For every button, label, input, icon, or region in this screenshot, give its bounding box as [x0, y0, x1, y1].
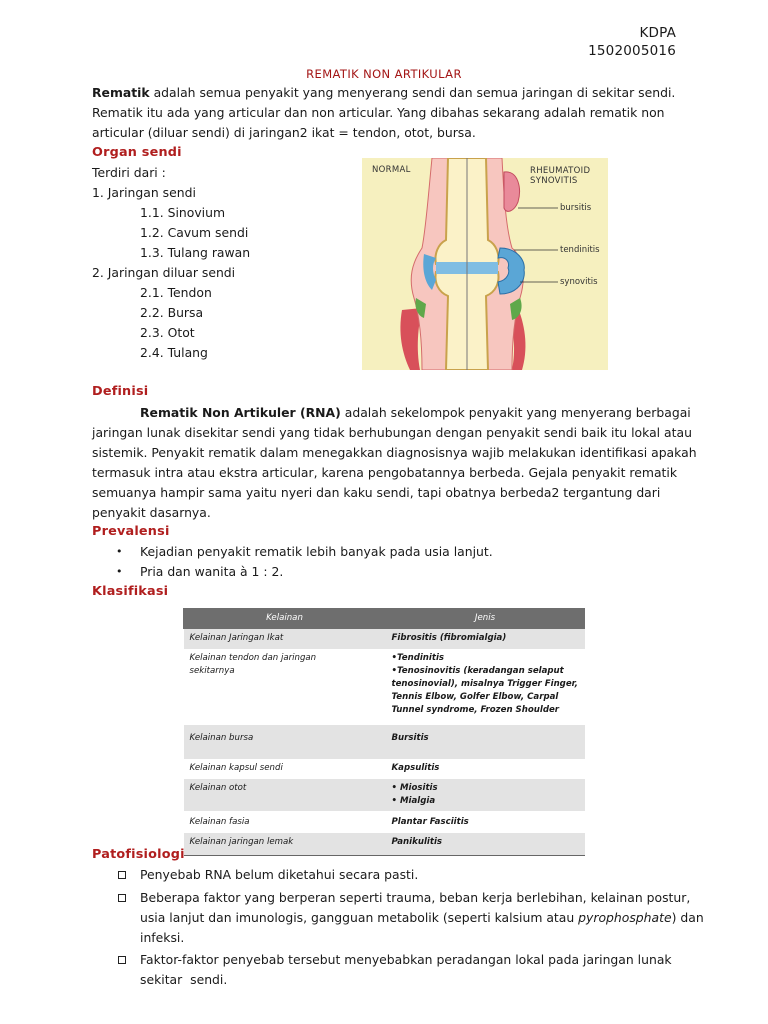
figure-label-normal: NORMAL — [372, 165, 411, 175]
bullet-icon: • — [116, 565, 123, 578]
table-row — [184, 779, 585, 811]
patofisiologi-item-2-line-3: infeksi. — [140, 930, 185, 945]
section-heading-patofisiologi: Patofisiologi — [92, 847, 185, 862]
checkbox-bullet-icon — [118, 894, 126, 902]
column-header-kelainan: Kelainan — [184, 609, 386, 629]
cell-kelainan: Kelainan otot — [184, 779, 386, 811]
organ-item: 1.1. Sinovium — [140, 205, 226, 220]
cell-jenis: Bursitis — [386, 725, 585, 759]
cell-jenis: •Tendinitis •Tenosinovitis (keradangan selaput tenosinovial), misalnya Trigger Finger, Tennis Elbow, Golfer Elbow, Carpal Tunnel syndrome, Frozen Shoulder — [391, 653, 578, 715]
figure-label-synovitis: synovitis — [560, 277, 598, 287]
cell-kelainan: Kelainan kapsul sendi — [189, 763, 283, 773]
organ-intro: Terdiri dari : — [92, 165, 166, 180]
section-heading-klasifikasi: Klasifikasi — [92, 584, 169, 599]
figure-label-tendinitis: tendinitis — [560, 245, 600, 255]
organ-item: 2.3. Otot — [140, 325, 195, 340]
organ-item: 2.1. Tendon — [140, 285, 212, 300]
table-row — [184, 759, 585, 779]
definisi-line: penyakit dasarnya. — [92, 505, 211, 520]
figure-label-synovitis-title: SYNOVITIS — [530, 176, 578, 186]
table-row — [184, 833, 585, 856]
cell-jenis: Fibrositis (fibromialgia) — [386, 629, 585, 650]
definisi-line: jaringan lunak disekitar sendi yang tidak berhubungan dengan penyakit sendi baik itu lokal atau — [92, 425, 692, 440]
prevalensi-item: Pria dan wanita à 1 : 2. — [140, 564, 284, 579]
table-row — [184, 811, 585, 833]
intro-line-1-text: adalah semua penyakit yang menyerang sendi dan semua jaringan di sekitar sendi. — [149, 85, 676, 100]
cell-jenis: Plantar Fasciitis — [391, 817, 469, 827]
intro-line-3: articular (diluar sendi) di jaringan2 ikat = tendon, otot, bursa. — [92, 125, 476, 140]
figure-label-rheumatoid: RHEUMATOID — [530, 166, 591, 176]
section-heading-prevalensi: Prevalensi — [92, 524, 170, 539]
patofisiologi-item-3-line-1: Faktor-faktor penyebab tersebut menyebabkan peradangan lokal pada jaringan lunak — [140, 952, 672, 967]
definisi-line: semuanya hampir sama yaitu nyeri dan kaku sendi, tapi obatnya berbeda2 tergantung dari — [92, 485, 661, 500]
intro-line-1 — [92, 83, 675, 103]
section-heading-definisi: Definisi — [92, 384, 149, 399]
patofisiologi-item-3-line-2: sekitar sendi. — [140, 972, 228, 987]
cell-jenis: Kapsulitis — [391, 763, 440, 773]
table-row — [184, 725, 585, 759]
cell-jenis: Panikulitis — [386, 833, 585, 856]
prevalensi-item: Kejadian penyakit rematik lebih banyak pada usia lanjut. — [140, 544, 493, 559]
organ-item: 2.2. Bursa — [140, 305, 204, 320]
joint-illustration — [362, 158, 608, 370]
organ-item: 1.3. Tulang rawan — [140, 245, 251, 260]
author-id: 1502005016 — [588, 43, 676, 59]
bullet-icon: • — [116, 545, 123, 558]
cell-jenis: • Miositis • Mialgia — [386, 779, 585, 811]
table-row — [184, 629, 585, 650]
definisi-term: Rematik Non Artikuler (RNA) — [140, 405, 341, 420]
cell-kelainan: Kelainan jaringan lemak — [184, 833, 386, 856]
organ-item: 1.2. Cavum sendi — [140, 225, 249, 240]
patofisiologi-item-2-line-2 — [140, 908, 704, 928]
intro-term: Rematik — [92, 85, 150, 100]
cell-kelainan: Kelainan Jaringan Ikat — [184, 629, 386, 650]
patofisiologi-item-2-text-b: ) dan — [671, 910, 704, 925]
definisi-line: sistemik. Penyakit rematik dalam menegakkan diagnosisnya wajib melakukan identifikasi apakah — [92, 445, 697, 460]
intro-line-2: Rematik itu ada yang articular dan non articular. Yang dibahas sekarang adalah rematik non — [92, 105, 665, 120]
section-heading-organ: Organ sendi — [92, 145, 182, 160]
patofisiologi-item-2-line-1: Beberapa faktor yang berperan seperti trauma, beban kerja berlebihan, kelainan postur, — [140, 890, 691, 905]
definisi-line-1-text: adalah sekelompok penyakit yang menyerang berbagai — [340, 405, 691, 420]
definisi-line-1 — [140, 403, 691, 423]
cell-kelainan: Kelainan fasia — [189, 817, 250, 827]
figure-label-bursitis: bursitis — [560, 203, 592, 213]
column-header-jenis: Jenis — [386, 609, 585, 629]
organ-group-2: 2. Jaringan diluar sendi — [92, 265, 236, 280]
patofisiologi-item-2-italic: pyrophosphate — [578, 910, 672, 925]
cell-kelainan: Kelainan tendon dan jaringan sekitarnya — [189, 653, 317, 676]
patofisiologi-item-1: Penyebab RNA belum diketahui secara pasti. — [140, 867, 419, 882]
patofisiologi-item-2-text-a: usia lanjut dan imunologis, gangguan metabolik (seperti kalsium atau — [140, 910, 579, 925]
definisi-line: termasuk intra atau ekstra articular, karena pengobatannya berbeda. Gejala penyakit rematik — [92, 465, 678, 480]
checkbox-bullet-icon — [118, 956, 126, 964]
table-row — [184, 649, 585, 725]
organ-group-1: 1. Jaringan sendi — [92, 185, 196, 200]
classification-table — [183, 608, 585, 856]
document-title: REMATIK NON ARTIKULAR — [306, 67, 462, 81]
organ-item: 2.4. Tulang — [140, 345, 208, 360]
checkbox-bullet-icon — [118, 871, 126, 879]
author-code: KDPA — [639, 25, 676, 41]
table-header-row — [184, 609, 585, 629]
cell-kelainan: Kelainan bursa — [184, 725, 386, 759]
